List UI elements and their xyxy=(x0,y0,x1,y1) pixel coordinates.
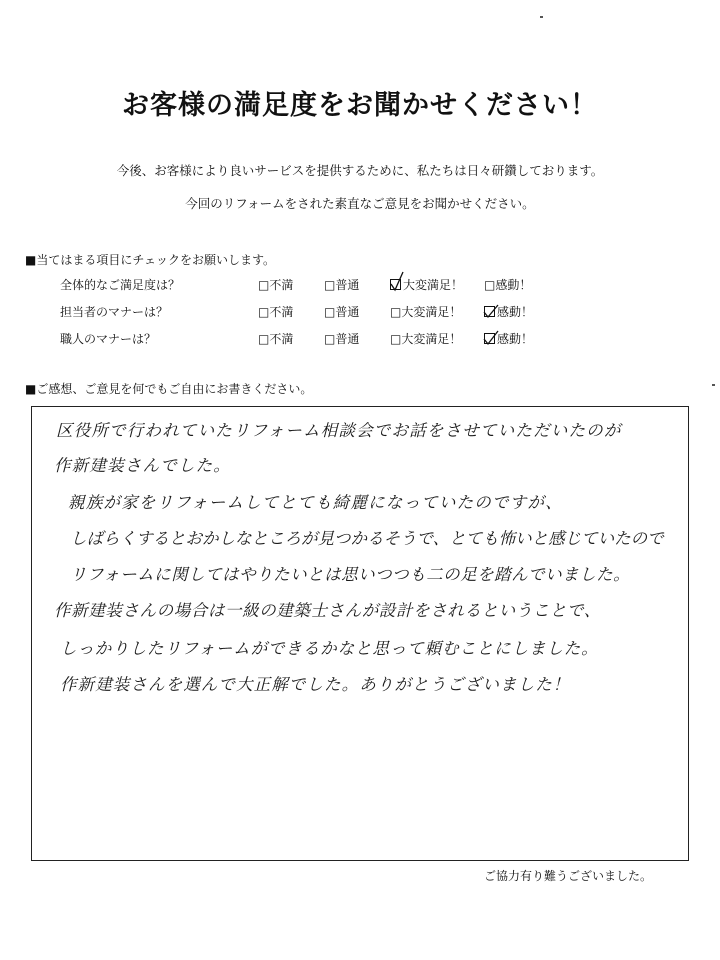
option-moved[interactable]: □感動！ xyxy=(484,278,532,292)
handwritten-line-3: 親族が家をリフォームしてとても綺麗になっていたのですが、 xyxy=(68,493,563,512)
checked-checkbox[interactable] xyxy=(484,333,495,344)
option-unsatisfied[interactable]: □不満 xyxy=(258,278,294,292)
handwritten-line-5: リフォームに関してはやりたいとは思いつつも二の足を踏んでいました。 xyxy=(70,565,631,584)
handwritten-line-6: 作新建装さんの場合は一級の建築士さんが設計をされるということで、 xyxy=(54,601,601,620)
checked-checkbox[interactable] xyxy=(484,306,495,317)
intro-line-1: 今後、お客様により良いサービスを提供するために、私たちは日々研鑽しております。 xyxy=(116,163,604,178)
option-moved-checked[interactable] xyxy=(484,328,533,350)
option-unsatisfied[interactable]: □不満 xyxy=(258,305,294,319)
page-title: お客様の満足度をお聞かせください！ xyxy=(122,90,598,121)
option-normal[interactable]: □普通 xyxy=(324,278,360,292)
survey-row-overall xyxy=(0,274,720,296)
comments-heading: ■ご感想、ご意見を何でもご自由にお書きください。 xyxy=(25,382,313,396)
survey-row-staff-manners xyxy=(0,301,720,323)
checkmark-icon xyxy=(389,271,407,293)
option-normal[interactable]: □普通 xyxy=(324,305,360,319)
handwritten-line-4: しばらくするとおかしなところが見つかるそうで、とても怖いと感じていたので xyxy=(70,529,664,548)
survey-row-craftsman-manners xyxy=(0,328,720,350)
handwritten-line-2: 作新建装さんでした。 xyxy=(54,456,231,475)
survey-heading: ■当てはまる項目にチェックをお願いします。 xyxy=(25,253,276,267)
handwritten-line-8: 作新建装さんを選んで大正解でした。ありがとうございました！ xyxy=(60,675,571,694)
handwritten-line-1: 区役所で行われていたリフォーム相談会でお話をさせていただいたのが xyxy=(56,421,622,440)
comment-box[interactable] xyxy=(31,406,689,861)
thank-you-note: ご協力有り難うございました。 xyxy=(483,869,652,883)
option-very-satisfied[interactable]: □大変満足！ xyxy=(390,305,462,319)
checkmark-icon xyxy=(483,325,501,347)
option-very-satisfied[interactable]: □大変満足！ xyxy=(390,332,462,346)
scan-speck xyxy=(712,384,715,386)
option-label: 感動！ xyxy=(497,305,534,319)
question-label: 全体的なご満足度は？ xyxy=(60,278,181,292)
checked-checkbox[interactable] xyxy=(390,279,401,290)
scan-speck xyxy=(540,16,543,18)
option-label: 大変満足！ xyxy=(403,278,464,292)
handwritten-line-7: しっかりしたリフォームができるかなと思って頼むことにしました。 xyxy=(60,639,599,658)
option-very-satisfied-checked[interactable] xyxy=(390,274,463,296)
question-label: 担当者のマナーは？ xyxy=(60,305,169,319)
question-label: 職人のマナーは？ xyxy=(60,332,157,346)
checkmark-icon xyxy=(483,298,501,320)
intro-line-2: 今回のリフォームをされた素直なご意見をお聞かせください。 xyxy=(185,196,535,211)
option-normal[interactable]: □普通 xyxy=(324,332,360,346)
option-label: 感動！ xyxy=(497,332,534,346)
option-moved-checked[interactable] xyxy=(484,301,533,323)
option-unsatisfied[interactable]: □不満 xyxy=(258,332,294,346)
